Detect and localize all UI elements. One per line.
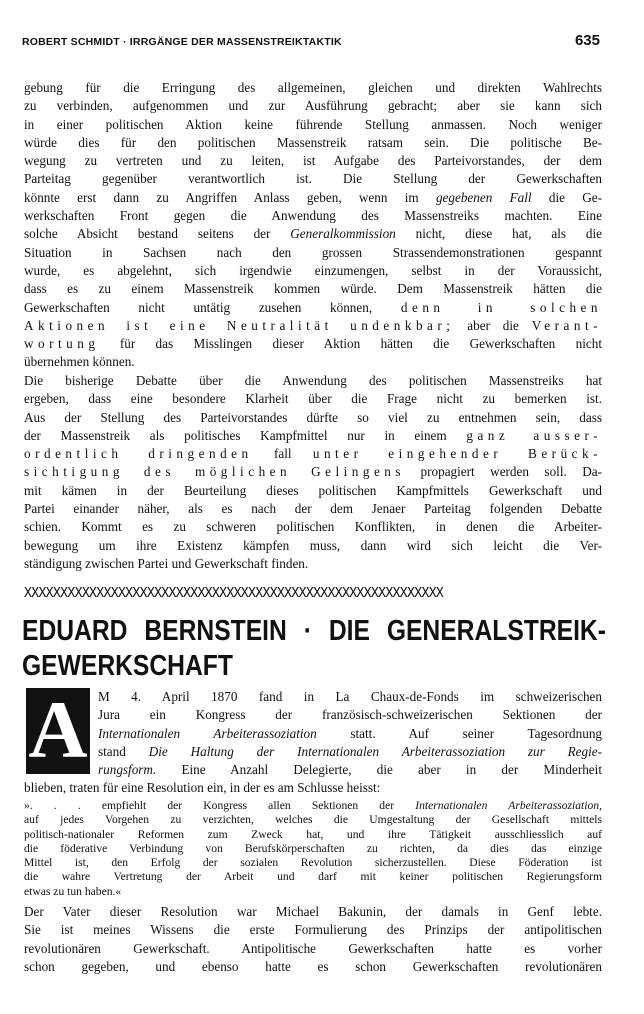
spaced-emphasis: Verant- [531, 317, 602, 333]
block-quotation [24, 799, 602, 899]
text-run: propagiert werden soll. Da- [420, 464, 602, 480]
text-line: Partei einander näher, als es nach der dem Jenaer Parteitag folgenden Debatte [24, 501, 602, 517]
emphasis: gegebenen Fall [435, 189, 532, 205]
text-line: politisch-nationaler Reformen zum Zweck hat, und ihre Tätigkeit ausschliesslich auf [24, 827, 602, 841]
text-line: Die bisherige Debatte über die Anwendung des politischen Massenstreiks hat [24, 373, 602, 388]
heading-line: EDUARD BERNSTEIN · DIE GENERALSTREIK- [22, 615, 606, 647]
text-line: in einer politischen Aktion keine führende Stellung anmassen. Noch weniger [24, 116, 602, 132]
text-run: solche Absicht bestand seitens der [24, 226, 271, 242]
text-line [24, 225, 602, 243]
text-line: die wahre Vertretung der Arbeit und darf mit keiner politischen Regierungsform [24, 870, 602, 884]
article-heading [22, 614, 606, 688]
text-line [24, 317, 602, 335]
heading-line: GEWERKSCHAFT [22, 650, 233, 682]
text-run: ». . . empfiehlt der Kongress allen Sektionen der [24, 799, 395, 812]
text-line: wegung zu vertreten und zu leiten, ist Aufgabe des Parteivorstandes, der dem [24, 153, 602, 169]
text-run: die Ge- [548, 189, 602, 205]
text-line: revolutionären Gewerkschaft. Antipolitische Gewerkschaften hatte es vorher [24, 940, 602, 956]
text-line: übernehmen können. [24, 354, 135, 370]
text-line [24, 463, 602, 481]
spaced-emphasis: ordentlich dringenden [24, 446, 253, 462]
emphasis: Internationalen Arbeiterassoziation, [415, 799, 602, 812]
text-line: etwas zu tun haben.« [24, 884, 122, 898]
text-line: M 4. April 1870 fand in La Chaux-de-Fonds im schweizerischen [98, 689, 602, 704]
spaced-emphasis: ganz ausser- [466, 427, 602, 443]
text-run: aber die [467, 317, 519, 333]
closing-paragraph [24, 903, 602, 976]
decorative-initial [26, 684, 90, 775]
text-line [24, 427, 602, 445]
text-line: mit kämen in der Beurteilung dieses politischen Kampfmittels Gewerkschaft und [24, 482, 602, 498]
text-run: fall [273, 446, 292, 462]
text-run: könnte erst dann zu Angriffen Anlass geben, wenn im [24, 189, 419, 205]
text-run: stand [98, 743, 126, 759]
text-line: schon gegeben, und ebenso hatte es schon Gewerkschaften revolutionären [24, 958, 602, 974]
text-run: für das Misslingen dieser Aktion hätten die Gewerkschaften nicht [119, 336, 602, 352]
text-line [24, 445, 602, 463]
text-line [98, 725, 602, 743]
emphasis: Internationalen Arbeiterassoziation [98, 725, 317, 741]
text-line: auf jedes Vorgehen zu verzichten, welches die Umgestaltung der Gesellschaft mittels [24, 813, 602, 827]
spaced-emphasis: sichtigung des möglichen Gelingens [24, 464, 406, 480]
spaced-emphasis: Aktionen ist eine Neutralität undenkbar; [24, 317, 455, 333]
ornamental-divider: XXXXXXXXXXXXXXXXXXXXXXXXXXXXXXXXXXXXXXXXXXXXXXXXXXXXXXXXXX [24, 586, 444, 601]
text-line: bewegung um ihre Existenz kämpfen muss, dann wird sich leicht die Ver- [24, 537, 602, 553]
text-line: Der Vater dieser Resolution war Michael Bakunin, der damals in Genf lebte. [24, 904, 602, 919]
text-line: wurde, es abgelehnt, sich irgendwie einzumengen, selbst in der Voraussicht, [24, 262, 602, 278]
emphasis: Generalkommission [290, 226, 396, 242]
text-line: Mittel ist, den Erfolg der sozialen Revolution sicherzustellen. Diese Föderation ist [24, 856, 602, 870]
text-line: würde dies für den politischen Massenstreik ratsam sein. Die politische Be- [24, 134, 602, 150]
text-run: nicht, diese hat, als die [415, 226, 602, 242]
text-line: zu verbinden, aufgenommen und zur Ausführung gebracht; aber sie kann sich [24, 98, 602, 114]
text-line: die föderative Verbindung von Berufskörperschaften zu richten, da dies das einzige [24, 841, 602, 855]
text-run: der Massenstreik als politisches Kampfmittel nur in einem [24, 427, 447, 443]
paragraph-2 [24, 372, 602, 573]
decorative-initial-letter: A [28, 684, 88, 775]
text-line: Parteitag gegenüber verantwortlich ist. Die Stellung der Gewerkschaften [24, 171, 602, 187]
text-line: ständigung zwischen Partei und Gewerkschaft finden. [24, 555, 309, 571]
text-line: gebung für die Erringung des allgemeinen, gleichen und direkten Wahlrechts [24, 80, 602, 95]
emphasis: Die Haltung der Internationalen Arbeiterassoziation zur Regie- [148, 743, 602, 759]
spaced-emphasis: unter eingehender Berück- [312, 446, 602, 462]
text-line: werkschaften Front gegen die Anwendung des Massenstreiks machten. Eine [24, 208, 602, 224]
running-head [22, 32, 600, 52]
paragraph-1 [24, 79, 602, 372]
page-number: 635 [574, 32, 600, 49]
text-line: Sie ist meines Wissens die erste Formulierung des Prinzips der antipolitischen [24, 922, 602, 938]
spaced-emphasis: denn in solchen [400, 299, 602, 315]
text-line: schien. Kommt es zu schweren politischen Konflikten, in denen die Arbeiter- [24, 519, 602, 535]
text-run: Gewerkschaften nicht untätig zusehen können, [24, 299, 373, 315]
article-intro [98, 688, 602, 779]
text-line: blieben, traten für eine Resolution ein, in der es am Schlusse heisst: [24, 780, 381, 795]
article-intro-continued [24, 779, 602, 797]
text-line: dass es zu einem Massenstreik kommen würde. Dem Massenstreik hätten die [24, 281, 602, 297]
emphasis: rungsform. [98, 762, 157, 778]
text-run: statt. Auf seiner Tagesordnung [350, 725, 602, 741]
text-line [98, 761, 602, 779]
spaced-emphasis: wortung [24, 336, 100, 352]
text-line: Aus der Stellung des Parteivorstandes dürfte so viel zu entnehmen sein, dass [24, 409, 602, 425]
running-head-title: ROBERT SCHMIDT · IRRGÄNGE DER MASSENSTREIKTAKTIK [22, 36, 342, 48]
text-line: Jura ein Kongress der französisch-schweizerischen Sektionen der [98, 707, 602, 723]
text-line [24, 799, 602, 813]
text-run: Eine Anzahl Delegierte, die aber in der Minderheit [181, 762, 602, 778]
text-line [98, 743, 602, 761]
text-line [24, 299, 602, 317]
text-line: ergeben, dass eine besondere Klarheit über die Frage nicht zu bemerken ist. [24, 391, 602, 407]
text-line [24, 189, 602, 207]
text-line [24, 335, 602, 353]
text-line: Situation in Sachsen nach den grossen Strassendemonstrationen gespannt [24, 244, 602, 260]
